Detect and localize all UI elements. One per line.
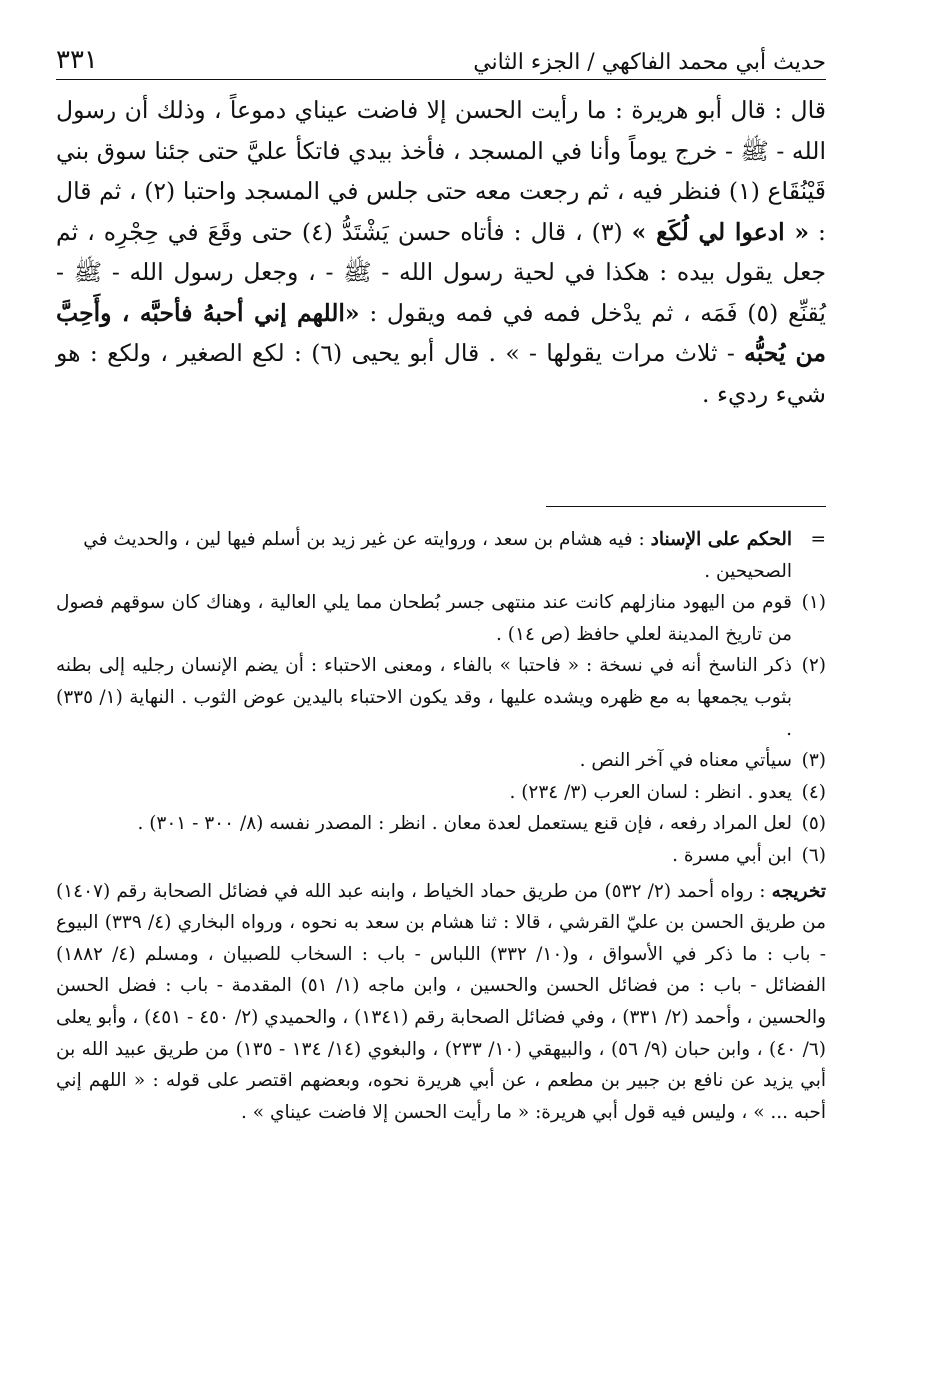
- main-text: [56, 90, 826, 500]
- isnad-ruling: [56, 524, 826, 587]
- footnote-number: (٢): [801, 655, 826, 677]
- footnote-number: (٦): [801, 844, 826, 866]
- footnote: [56, 777, 826, 809]
- footnote: [56, 587, 826, 650]
- takhrij-section: [56, 876, 826, 1129]
- footnote-number: (١): [801, 592, 826, 614]
- footnote-text: سيأتي معناه في آخر النص .: [579, 750, 792, 772]
- footnotes-section: [56, 524, 826, 1128]
- hadith-text-part1: قال : قال أبو هريرة : ما رأيت الحسن إلا فاضت عيناي دموعاً ، وذلك أن رسول الله - ﷺ - خرج يوماً وأنا في المسجد ، فأخذ بيدي فاتكأ عليَّ حتى جئنا سوق بني قَيْنُقَاع (١) فنظر فيه ، ثم رجعت معه حتى جلس في المسجد واحتبا (٢) ، ثم قال :: [56, 96, 826, 246]
- footnote-text: لعل المراد رفعه ، فإن قنع يستعمل لعدة معان . انظر : المصدر نفسه (٨/ ٣٠٠ - ٣٠١) .: [137, 813, 792, 835]
- hadith-quote-luka: « ادعوا لي لُكَع »: [631, 217, 810, 246]
- isnad-ruling-label: الحكم على الإسناد: [650, 529, 792, 550]
- footnote: [56, 840, 826, 872]
- footnote: [56, 745, 826, 777]
- footnote-number: (٤): [801, 781, 826, 803]
- footnote-number: (٥): [801, 813, 826, 835]
- footnote-separator: [546, 506, 826, 507]
- takhrij-label: تخريجه: [771, 880, 826, 902]
- running-header: [56, 38, 826, 80]
- hadith-text-part2: (٣) ، قال : فأتاه حسن يَشْتَدُّ (٤) حتى وقَعَ في حِجْرِه ، ثم جعل يقول بيده : هكذا في لحية رسول الله - ﷺ - ، وجعل رسول الله - ﷺ - يُقنِّع (٥) فَمَه ، ثم يدْخل فمه في فمه ويقول :: [56, 217, 826, 327]
- footnote-text: قوم من اليهود منازلهم كانت عند منتهى جسر بُطحان مما يلي العالية ، وهناك كان سوقهم فصول من تاريخ المدينة لعلي حافظ (ص ١٤) .: [56, 592, 792, 645]
- hadith-paragraph: [56, 90, 826, 414]
- hadith-text-part3: - ثلاث مرات يقولها - » . قال أبو يحيى (٦) : لكع الصغير ، ولكع : هو شيء رديء .: [56, 339, 826, 408]
- footnote: [56, 808, 826, 840]
- isnad-ruling-text: [56, 524, 792, 587]
- footnote: [56, 650, 826, 745]
- hadith-quote-dua: «اللهم إني أحبهُ فأحبَّه ، وأَحِبَّ من يُحبُّه: [56, 298, 826, 367]
- isnad-ruling-body: : فيه هشام بن سعد ، وروايته عن غير زيد بن أسلم فيها لين ، والحديث في الصحيحين .: [83, 529, 792, 582]
- header-title: حديث أبي محمد الفاكهي / الجزء الثاني: [473, 50, 826, 75]
- footnote-text: يعدو . انظر : لسان العرب (٣/ ٢٣٤) .: [509, 781, 792, 803]
- takhrij-text: : رواه أحمد (٢/ ٥٣٢) من طريق حماد الخياط ، وابنه عبد الله في فضائل الصحابة رقم (١٤٠٧) من طريق الحسن بن عليّ القرشي ، قالا : ثنا هشام بن سعد به نحوه ، ورواه البخاري (٤/ ٣٣٩) البيوع - باب : ما ذكر في الأسواق ، و(١٠/ ٣٣٢) اللباس - باب : السخاب للصبيان ، ومسلم (٤/ ١٨٨٢) الفضائل - باب : من فضائل الحسن والحسين ، وابن ماجه (١/ ٥١) المقدمة - باب : فضل الحسن والحسين ، وأحمد (٢/ ٣٣١) ، وفي فضائل الصحابة رقم (١٣٤١) ، والحميدي (٢/ ٤٥٠ - ٤٥١) ، وأبو يعلى (٦/ ٤٠) ، وابن حبان (٩/ ٥٦) ، والبيهقي (١٠/ ٢٣٣) ، والبغوي (١٤/ ١٣٤ - ١٣٥) من طريق عبيد الله بن أبي يزيد عن نافع بن جبير بن مطعم ، عن أبي هريرة نحوه، وبعضهم اقتصر على قوله : « اللهم إني أحبه ... » ، وليس فيه قول أبي هريرة: « ما رأيت الحسن إلا فاضت عيناي » .: [56, 880, 827, 1123]
- footnote-text: ابن أبي مسرة .: [672, 844, 792, 866]
- footnote-number: (٣): [801, 750, 826, 772]
- footnote-text: ذكر الناسخ أنه في نسخة : « فاحتبا » بالفاء ، ومعنى الاحتباء : أن يضم الإنسان رجليه إلى بطنه بثوب يجمعها به مع ظهره ويشده عليها ، وقد يكون الاحتباء باليدين عوض الثوب . النهاية (١/ ٣٣٥) .: [56, 655, 792, 740]
- book-page: [56, 38, 826, 1348]
- page-number: ٣٣١: [56, 45, 98, 75]
- continuation-marker: =: [810, 529, 826, 550]
